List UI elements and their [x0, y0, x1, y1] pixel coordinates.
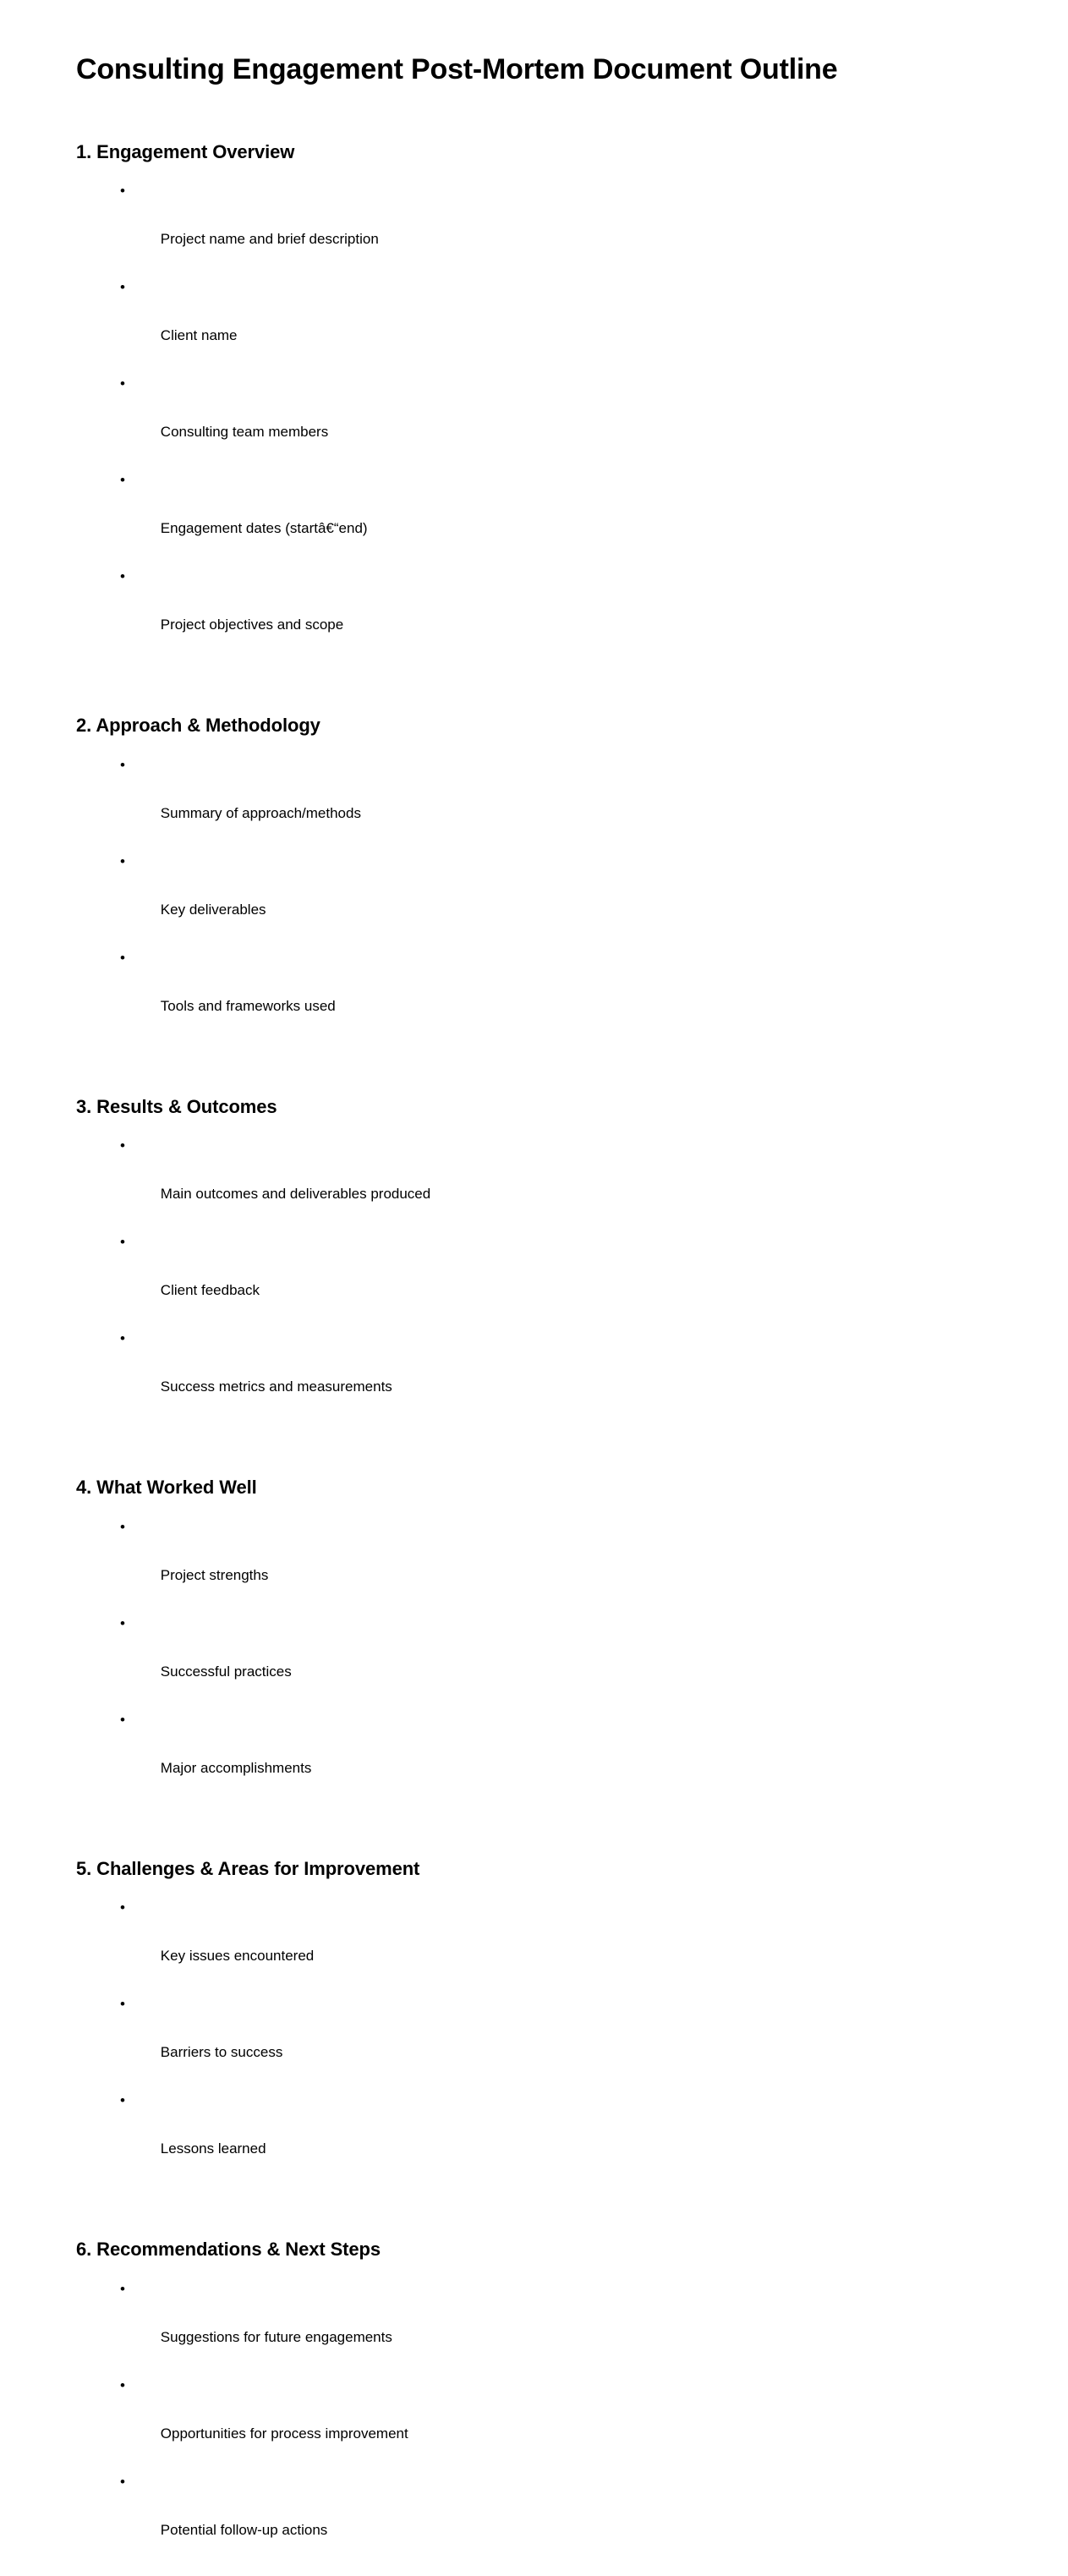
bullet-icon: • [120, 852, 125, 869]
list-item-label: Tools and frameworks used [160, 997, 336, 1014]
list-item-label: Engagement dates (startâ€“end) [160, 520, 368, 537]
list-item-label: Major accomplishments [160, 1759, 312, 1776]
list-item [76, 946, 992, 1043]
list-item-label: Consulting team members [160, 424, 329, 441]
section-recommendations-next-steps [76, 2185, 992, 2567]
bullet-icon: • [120, 1711, 125, 1728]
bullet-icon: • [120, 183, 125, 200]
page-bottom-whitespace [76, 2567, 992, 2576]
bullet-icon: • [120, 2280, 125, 2297]
section-bullet-list [76, 2261, 992, 2567]
list-item [76, 276, 992, 372]
list-item [76, 1134, 992, 1230]
section-heading: 4. What Worked Well [76, 1477, 257, 1499]
list-item [76, 2089, 992, 2185]
section-heading: 2. Approach & Methodology [76, 715, 320, 737]
list-item [76, 1515, 992, 1612]
list-item-label: Success metrics and measurements [160, 1378, 392, 1395]
bullet-icon: • [120, 1234, 125, 1251]
list-item-label: Main outcomes and deliverables produced [160, 1186, 431, 1203]
list-item-label: Client name [160, 327, 238, 344]
bullet-icon: • [120, 1518, 125, 1535]
bullet-icon: • [120, 949, 125, 966]
section-results-outcomes [76, 1043, 992, 1424]
bullet-icon: • [120, 1899, 125, 1916]
list-item-label: Key deliverables [160, 901, 266, 918]
list-item-label: Key issues encountered [160, 1948, 315, 1965]
bullet-icon: • [120, 2092, 125, 2109]
section-bullet-list [76, 1499, 992, 1805]
list-item [76, 2470, 992, 2567]
list-item-label: Lessons learned [160, 2140, 266, 2157]
bullet-icon: • [120, 375, 125, 392]
bullet-icon: • [120, 2376, 125, 2393]
bullet-icon: • [120, 1996, 125, 2013]
list-item [76, 1612, 992, 1708]
bullet-icon: • [120, 1330, 125, 1347]
list-item-label: Successful practices [160, 1663, 292, 1680]
section-engagement-overview [76, 87, 992, 662]
bullet-icon: • [120, 2473, 125, 2490]
section-what-worked-well [76, 1423, 992, 1805]
bullet-icon: • [120, 279, 125, 296]
list-item [76, 2374, 992, 2470]
bullet-icon: • [120, 756, 125, 773]
list-item-label: Opportunities for process improvement [160, 2425, 408, 2442]
section-heading: 3. Results & Outcomes [76, 1095, 277, 1117]
section-bullet-list [76, 1880, 992, 2185]
section-heading: 6. Recommendations & Next Steps [76, 2239, 381, 2261]
list-item-label: Client feedback [160, 1282, 260, 1299]
list-item [76, 2277, 992, 2374]
list-item-label: Barriers to success [160, 2044, 283, 2061]
list-item [76, 850, 992, 946]
section-heading: 5. Challenges & Areas for Improvement [76, 1857, 420, 1879]
list-item [76, 565, 992, 661]
list-item [76, 754, 992, 850]
section-approach-methodology [76, 661, 992, 1043]
list-item-label: Suggestions for future engagements [160, 2328, 392, 2345]
list-item-label: Potential follow-up actions [160, 2521, 328, 2538]
list-item-label: Project name and brief description [160, 231, 379, 248]
page-title: Consulting Engagement Post-Mortem Document Outline [76, 53, 838, 85]
list-item-label: Project strengths [160, 1566, 269, 1583]
bullet-icon: • [120, 568, 125, 585]
list-item [76, 1992, 992, 2089]
section-bullet-list [76, 163, 992, 661]
list-item [76, 1327, 992, 1423]
list-item [76, 372, 992, 469]
bullet-icon: • [120, 1137, 125, 1154]
list-item-label: Project objectives and scope [160, 617, 344, 633]
list-item [76, 179, 992, 276]
section-challenges-improvement [76, 1805, 992, 2186]
list-item [76, 469, 992, 565]
list-item [76, 1230, 992, 1327]
bullet-icon: • [120, 472, 125, 489]
section-bullet-list [76, 1118, 992, 1423]
list-item [76, 1896, 992, 1992]
section-bullet-list [76, 737, 992, 1043]
list-item [76, 1708, 992, 1805]
section-heading: 1. Engagement Overview [76, 140, 295, 162]
list-item-label: Summary of approach/methods [160, 804, 361, 821]
bullet-icon: • [120, 1614, 125, 1631]
